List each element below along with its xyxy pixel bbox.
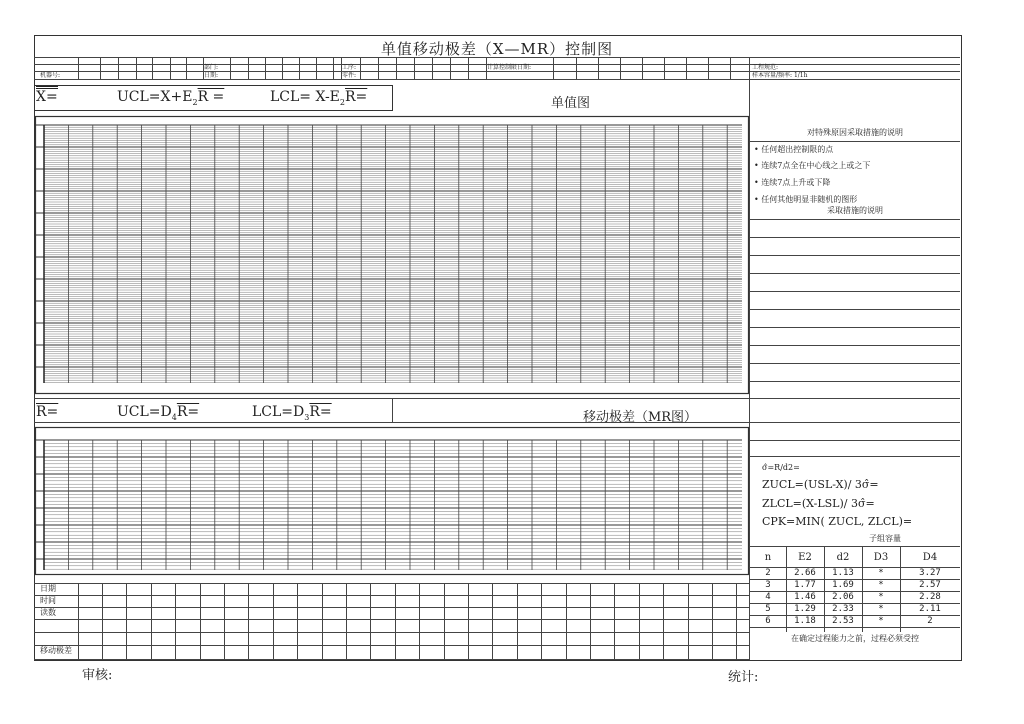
data-col-rule — [395, 583, 396, 659]
data-row-rule — [34, 583, 750, 584]
review-label: 审核: — [82, 668, 113, 683]
mr-chart-grid — [34, 426, 750, 576]
notes-rule — [749, 309, 960, 310]
constants-cell: 1.77 — [794, 580, 816, 590]
constants-rule — [749, 627, 960, 628]
data-col-rule — [639, 583, 640, 659]
right-panel-rule — [749, 422, 960, 423]
note-item-1: • 任何超出控制限的点 — [754, 145, 834, 154]
header-grid-vline — [432, 57, 433, 79]
data-col-rule — [517, 583, 518, 659]
x-chart-title: 单值图 — [550, 96, 590, 111]
constants-cell: 2 — [765, 568, 771, 578]
constants-cell: 2.66 — [794, 568, 816, 578]
constants-vline — [862, 547, 863, 632]
constants-col-header: d2 — [836, 552, 850, 563]
notes-rule — [749, 327, 960, 328]
x-ucl-formula — [117, 89, 224, 107]
constants-cell: 2.11 — [919, 604, 941, 614]
header-grid-vline — [100, 57, 101, 79]
data-col-rule — [712, 583, 713, 659]
machine-label: 机器号: — [40, 72, 61, 79]
notes-rule — [749, 237, 960, 238]
header-grid-vline — [333, 57, 334, 79]
constants-cell: * — [878, 604, 884, 614]
data-row-rule — [34, 595, 750, 596]
x-lcl-r: R= — [345, 89, 368, 105]
header-grid-vline — [414, 57, 415, 79]
xbar-symbol: X= — [36, 86, 58, 105]
constants-cell: 1.46 — [794, 592, 816, 602]
header-grid-vline — [378, 57, 379, 79]
header-grid-vline — [396, 57, 397, 79]
notes-rule — [749, 255, 960, 256]
data-col-rule — [444, 583, 445, 659]
stats-label: 统计: — [728, 670, 759, 685]
constants-col-header: D4 — [922, 552, 938, 563]
x-ucl-text: UCL=X+E — [117, 89, 193, 105]
header-grid-vline — [265, 57, 266, 79]
header-grid-vline — [708, 57, 709, 79]
x-lcl-sub: 2 — [339, 97, 345, 107]
data-row-label: 时间 — [40, 596, 56, 605]
header-grid-vline — [316, 57, 317, 79]
constants-footnote: 在确定过程能力之前，过程必须受控 — [791, 634, 919, 643]
header-grid-vline — [730, 57, 731, 79]
header-grid-vline — [686, 57, 687, 79]
header-grid-vline — [360, 57, 361, 79]
constants-cell: * — [878, 592, 884, 602]
constants-cell: 2.33 — [832, 604, 854, 614]
header-grid-vline — [78, 57, 79, 79]
mr-lcl-text: LCL=D — [252, 404, 305, 420]
x-chart-grid — [34, 115, 750, 395]
data-col-rule — [175, 583, 176, 659]
header-grid-vline — [553, 57, 554, 79]
header-grid-vline — [299, 57, 300, 79]
notes-rule — [749, 273, 960, 274]
constants-cell: 3.27 — [919, 568, 941, 578]
constants-cell: 1.18 — [794, 616, 816, 626]
header-grid-vline — [282, 57, 283, 79]
constants-cell: 1.29 — [794, 604, 816, 614]
data-col-rule — [102, 583, 103, 659]
x-lcl-formula — [270, 89, 367, 107]
rbar-symbol: R= — [36, 404, 59, 420]
data-row-rule — [34, 619, 750, 620]
mr-ucl-text: UCL=D — [117, 404, 172, 420]
right-panel-rule — [749, 456, 960, 457]
constants-vline — [786, 547, 787, 632]
action-heading: 采取措施的说明 — [827, 206, 883, 215]
notes-rule — [749, 219, 960, 220]
data-row-rule — [34, 632, 750, 633]
data-row-label: 读数 — [40, 608, 56, 617]
constants-vline — [824, 547, 825, 632]
data-row-rule — [34, 645, 750, 646]
data-col-rule — [492, 583, 493, 659]
notes-rule — [749, 381, 960, 382]
zlcl-formula: ZLCL=(X-LSL)/ 3σ̂= — [762, 497, 875, 510]
control-limit-date-label: 计算控制限日期: — [487, 64, 532, 71]
constants-vline — [900, 547, 901, 632]
notes-heading: 对特殊原因采取措施的说明 — [807, 128, 903, 137]
data-col-rule — [736, 583, 737, 659]
header-grid-vline — [450, 57, 451, 79]
constants-col-header: E2 — [798, 552, 812, 563]
mr-lcl-formula — [252, 404, 332, 422]
constants-col-header: D3 — [873, 552, 889, 563]
right-panel-rule — [749, 440, 960, 441]
x-ucl-r: R = — [197, 89, 225, 105]
process-label: 工序: — [342, 64, 357, 71]
mr-ucl-sub: 4 — [171, 412, 177, 422]
data-col-rule — [78, 583, 79, 659]
date-label: 日期: — [204, 72, 219, 79]
note-item-3: • 连续7点上升或下降 — [754, 178, 831, 187]
spec-label: 工程规范: — [752, 64, 779, 71]
x-lcl-text: LCL= X-E — [270, 89, 340, 105]
constants-cell: 1.69 — [832, 580, 854, 590]
constants-cell: 2.06 — [832, 592, 854, 602]
constants-cell: 2.57 — [919, 580, 941, 590]
data-col-rule — [468, 583, 469, 659]
constants-cell: 2.28 — [919, 592, 941, 602]
constants-cell: 3 — [765, 580, 771, 590]
mr-ucl-formula — [117, 404, 199, 422]
data-row-label: 移动极差 — [40, 646, 72, 655]
header-grid-vline — [248, 57, 249, 79]
data-col-rule — [419, 583, 420, 659]
notes-rule — [749, 345, 960, 346]
data-col-rule — [370, 583, 371, 659]
data-col-rule — [297, 583, 298, 659]
constants-cell: 4 — [765, 592, 771, 602]
data-col-rule — [566, 583, 567, 659]
data-col-rule — [151, 583, 152, 659]
constants-heading: 子组容量 — [869, 534, 901, 543]
mr-ucl-r: R= — [176, 404, 200, 420]
data-row-rule — [34, 659, 750, 660]
header-grid-vline — [468, 57, 469, 79]
note-item-2: • 连续7点全在中心线之上或之下 — [754, 161, 871, 170]
title-divider — [34, 57, 960, 58]
header-grid-vline — [170, 57, 171, 79]
notes-rule — [749, 363, 960, 364]
header-grid-vline — [230, 57, 231, 79]
header-grid-vline — [664, 57, 665, 79]
constants-cell: 1.13 — [832, 568, 854, 578]
data-col-rule — [590, 583, 591, 659]
mr-lcl-sub: 3 — [304, 412, 310, 422]
data-col-rule — [541, 583, 542, 659]
constants-cell: * — [878, 568, 884, 578]
mr-lcl-r: R= — [309, 404, 332, 420]
part-label: 零件: — [342, 72, 357, 79]
cpk-formula: CPK=MIN( ZUCL, ZLCL)= — [762, 515, 913, 528]
zucl-formula: ZUCL=(USL-X)/ 3σ̂= — [762, 478, 879, 491]
header-grid-vline — [642, 57, 643, 79]
note-item-4: • 任何其他明显非随机的图形 — [754, 195, 858, 204]
constants-cell: * — [878, 580, 884, 590]
constants-cell: 6 — [765, 616, 771, 626]
data-col-rule — [248, 583, 249, 659]
department-label: 部门: — [204, 64, 219, 71]
header-grid-vline — [152, 57, 153, 79]
data-col-rule — [126, 583, 127, 659]
header-grid-vline — [749, 57, 750, 79]
header-grid-vline — [598, 57, 599, 79]
mr-chart-title: 移动极差（MR图） — [582, 410, 698, 425]
header-grid-vline — [136, 57, 137, 79]
sigma-formula: σ̂=R/d2= — [762, 463, 800, 472]
page-title: 单值移动极差（X—MR）控制图 — [380, 40, 614, 58]
constants-cell: 2.53 — [832, 616, 854, 626]
notes-rule — [749, 291, 960, 292]
constants-col-header: n — [764, 552, 772, 563]
header-grid-vline — [186, 57, 187, 79]
data-row-label: 日期 — [40, 584, 56, 593]
sample-label: 样本容量/频率: 1/1h — [752, 72, 808, 79]
data-col-rule — [346, 583, 347, 659]
constants-cell: * — [878, 616, 884, 626]
rbar-label — [36, 404, 58, 420]
data-row-rule — [34, 607, 750, 608]
data-col-rule — [224, 583, 225, 659]
data-col-rule — [688, 583, 689, 659]
header-grid-vline — [118, 57, 119, 79]
x-ucl-sub: 2 — [192, 97, 198, 107]
constants-cell: 5 — [765, 604, 771, 614]
xbar-label — [36, 89, 58, 105]
constants-cell: 2 — [927, 616, 933, 626]
data-col-rule — [322, 583, 323, 659]
header-grid-vline — [576, 57, 577, 79]
data-col-rule — [663, 583, 664, 659]
data-col-rule — [200, 583, 201, 659]
data-col-rule — [273, 583, 274, 659]
data-col-rule — [614, 583, 615, 659]
header-grid-vline — [620, 57, 621, 79]
